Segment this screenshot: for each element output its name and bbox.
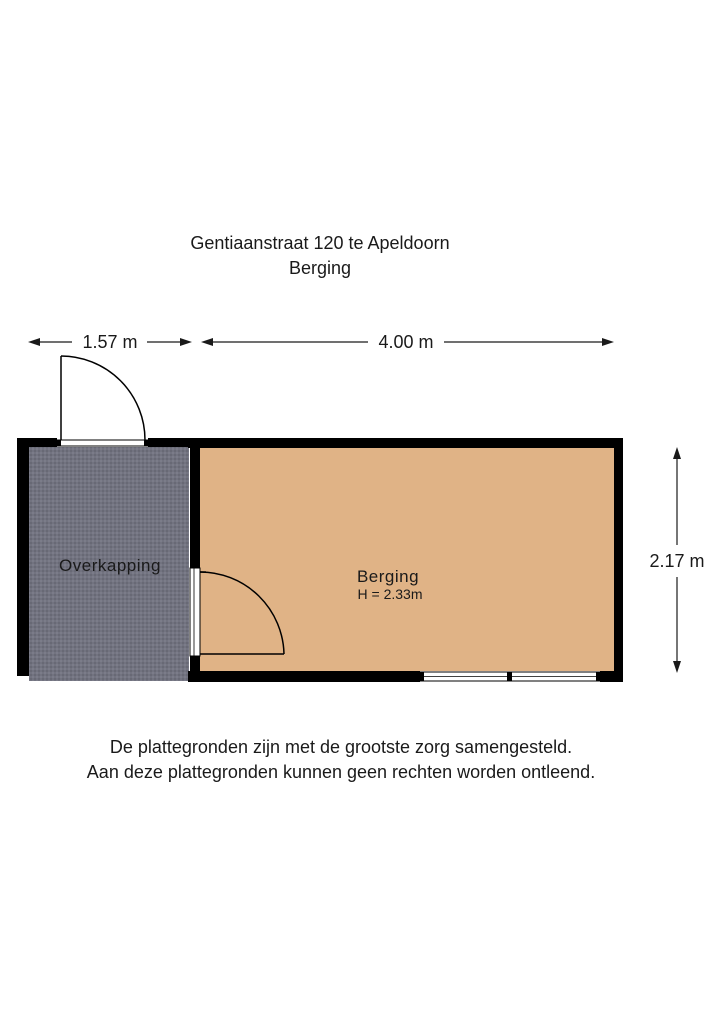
dimension-label: 2.17 m <box>649 551 705 571</box>
floor-title: Berging <box>288 258 352 278</box>
dimension-berging-width <box>201 332 614 352</box>
address-title: Gentiaanstraat 120 te Apeldoorn <box>190 233 450 253</box>
dimension-label: 1.57 m <box>82 332 138 352</box>
room-label-berging: Berging <box>356 567 420 586</box>
arrow-up-icon <box>673 447 681 459</box>
disclaimer-line-1: De plattegronden zijn met de grootste zorg samengesteld. <box>109 737 573 757</box>
dimension-label: 4.00 m <box>378 332 434 352</box>
berging-floor <box>200 448 614 671</box>
arrow-down-icon <box>673 661 681 673</box>
dimension-overkapping-width <box>28 332 192 352</box>
dimension-depth <box>649 447 704 673</box>
room-label-overkapping: Overkapping <box>59 556 161 575</box>
disclaimer-line-2: Aan deze plattegronden kunnen geen rechten worden ontleend. <box>86 762 596 782</box>
room-height-berging: H = 2.33m <box>357 586 423 602</box>
arrow-right-icon <box>602 338 614 346</box>
door-overkapping <box>57 356 148 446</box>
arrow-right-icon <box>180 338 192 346</box>
arrow-left-icon <box>28 338 40 346</box>
window-bottom <box>420 672 600 681</box>
arrow-left-icon <box>201 338 213 346</box>
